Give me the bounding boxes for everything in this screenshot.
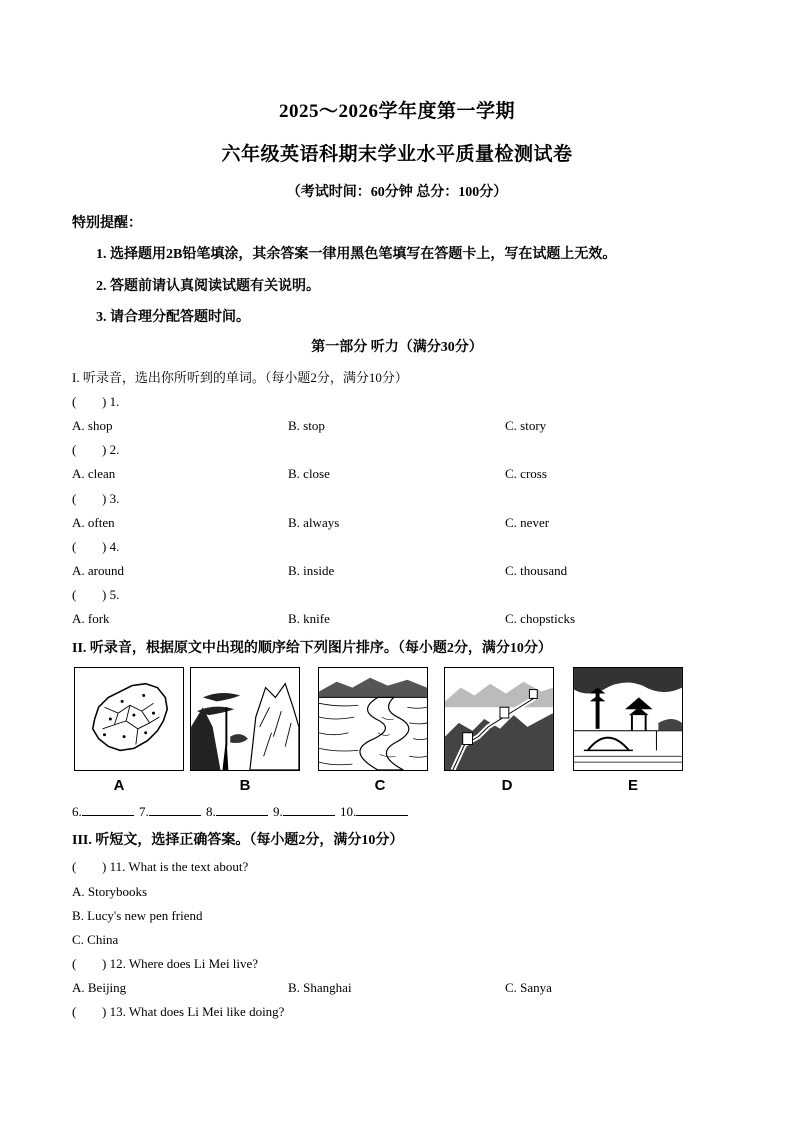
option-c: C. thousand bbox=[505, 563, 568, 578]
option-b: B. always bbox=[288, 515, 340, 530]
notes-heading: 特别提醒： bbox=[72, 216, 142, 231]
option-a: A. around bbox=[72, 563, 124, 578]
answer-blank[interactable] bbox=[356, 803, 408, 816]
picture-label: A bbox=[113, 777, 125, 794]
exam-title-year: 2025～2026学年度第一学期 bbox=[278, 101, 515, 122]
question-stem: ( ) 13. What does Li Mei like doing? bbox=[72, 1004, 285, 1019]
option-c: C. cross bbox=[505, 466, 547, 481]
question-stem: ( ) 11. What is the text about? bbox=[72, 859, 249, 874]
note-item: 1. 选择题用2B铅笔填涂，其余答案一律用黑色笔填写在答题卡上，写在试题上无效。 bbox=[96, 247, 617, 262]
option-c: C. never bbox=[505, 515, 550, 530]
option-c: C. story bbox=[505, 418, 547, 433]
option-c: C. Sanya bbox=[505, 980, 552, 995]
option-a: A. clean bbox=[72, 466, 116, 481]
question-number: ( ) 4. bbox=[72, 539, 120, 554]
answer-blank[interactable] bbox=[82, 803, 134, 816]
exam-title: 六年级英语科期末学业水平质量检测试卷 bbox=[221, 144, 573, 165]
picture-label: C bbox=[374, 777, 386, 794]
answer-blank[interactable] bbox=[283, 803, 335, 816]
section2-heading: II. 听录音，根据原文中出现的顺序给下列图片排序。（每小题2分，满分10分） bbox=[72, 641, 552, 656]
question-number: ( ) 5. bbox=[72, 587, 120, 602]
picture-label: B bbox=[239, 777, 251, 794]
great-wall-icon bbox=[444, 667, 554, 771]
option-b: B. stop bbox=[288, 418, 325, 433]
question-number: ( ) 2. bbox=[72, 442, 120, 457]
part1-title: 第一部分 听力（满分30分） bbox=[311, 340, 483, 355]
option-c: C. China bbox=[72, 932, 119, 947]
answer-blank[interactable] bbox=[216, 803, 268, 816]
option-b: B. knife bbox=[288, 611, 330, 626]
exam-info: （考试时间：60分钟 总分：100分） bbox=[286, 185, 508, 200]
section1-heading: I. 听录音，选出你所听到的单词。（每小题2分，满分10分） bbox=[72, 370, 408, 385]
picture-label: E bbox=[627, 777, 638, 794]
winding-river-icon bbox=[318, 667, 428, 771]
answer-blanks: 6. 7. 8. 9. 10. bbox=[72, 803, 410, 820]
picture-label: D bbox=[501, 777, 513, 794]
section3-heading: III. 听短文，选择正确答案。（每小题2分，满分10分） bbox=[72, 833, 404, 848]
question-stem: ( ) 12. Where does Li Mei live? bbox=[72, 956, 259, 971]
question-number: ( ) 3. bbox=[72, 491, 120, 506]
option-a: A. Beijing bbox=[72, 980, 127, 995]
mountain-pine-landscape-icon bbox=[190, 667, 300, 771]
option-a: A. fork bbox=[72, 611, 110, 626]
answer-blank[interactable] bbox=[149, 803, 201, 816]
note-item: 2. 答题前请认真阅读试题有关说明。 bbox=[96, 279, 320, 294]
option-b: B. Lucy's new pen friend bbox=[72, 908, 203, 923]
option-a: A. Storybooks bbox=[72, 884, 148, 899]
option-b: B. Shanghai bbox=[288, 980, 352, 995]
map-of-hainan-icon bbox=[74, 667, 184, 771]
option-a: A. often bbox=[72, 515, 115, 530]
option-b: B. inside bbox=[288, 563, 335, 578]
option-b: B. close bbox=[288, 466, 330, 481]
pavilion-and-bridge-icon bbox=[573, 667, 683, 771]
option-a: A. shop bbox=[72, 418, 113, 433]
question-number: ( ) 1. bbox=[72, 394, 120, 409]
note-item: 3. 请合理分配答题时间。 bbox=[96, 310, 250, 325]
option-c: C. chopsticks bbox=[505, 611, 576, 626]
